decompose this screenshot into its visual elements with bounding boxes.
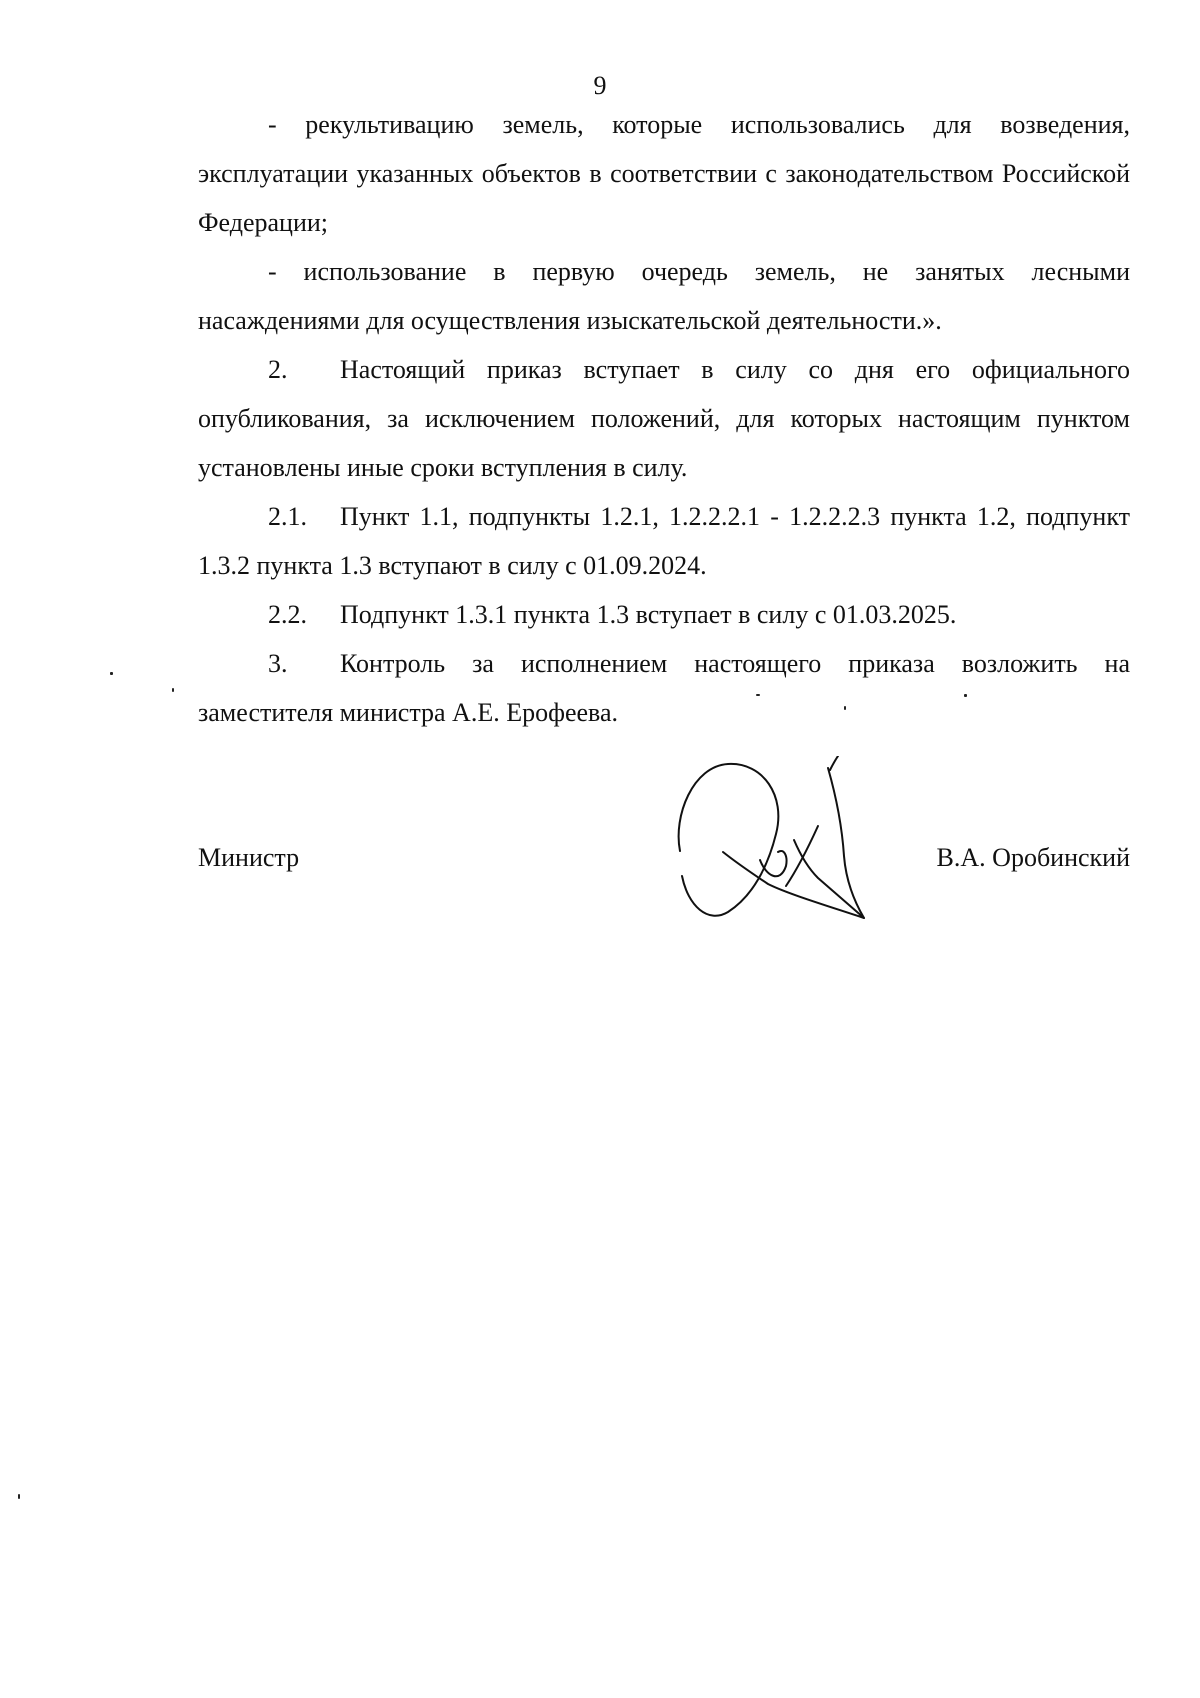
clause-text: Пункт 1.1, подпункты 1.2.1, 1.2.2.2.1 - 1.2.2.2.3 пункта 1.2, подпункт 1.3.2 пункта 1.3 вступают в силу с 01.09.2024.	[198, 502, 1130, 580]
scan-speck	[172, 688, 174, 692]
clause-number: 2.	[268, 355, 288, 384]
clause-number: 2.1.	[268, 502, 307, 531]
scan-speck	[756, 694, 760, 696]
signature-block	[198, 842, 1130, 882]
paragraph-land-recultivation: - рекультивацию земель, которые использовались для возведения, эксплуатации указанных объектов в соответствии с законодательством Российской Федерации;	[198, 110, 1130, 237]
scan-speck	[110, 672, 113, 675]
clause-2	[198, 345, 1130, 492]
page-number: 9	[593, 71, 607, 100]
clause-number: 2.2.	[268, 600, 307, 629]
scan-speck	[18, 1494, 20, 1499]
scan-speck	[964, 694, 967, 697]
signatory-name: В.А. Оробинский	[936, 843, 1130, 872]
clause-3	[198, 639, 1130, 737]
document-body	[198, 100, 1130, 737]
paragraph-land-use-priority: - использование в первую очередь земель, не занятых лесными насаждениями для осуществления изыскательской деятельности.».	[198, 257, 1130, 335]
clause-text: Подпункт 1.3.1 пункта 1.3 вступает в силу с 01.03.2025.	[340, 600, 957, 629]
clause-2-1	[198, 492, 1130, 590]
clause-2-2	[198, 590, 1130, 639]
clause-text: Контроль за исполнением настоящего приказа возложить на заместителя министра А.Е. Ерофеева.	[198, 649, 1130, 727]
clause-text: Настоящий приказ вступает в силу со дня его официального опубликования, за исключением положений, для которых настоящим пунктом установлены иные сроки вступления в силу.	[198, 355, 1130, 482]
scan-speck	[844, 706, 846, 710]
signatory-position: Министр	[198, 843, 300, 872]
clause-number: 3.	[268, 649, 288, 678]
